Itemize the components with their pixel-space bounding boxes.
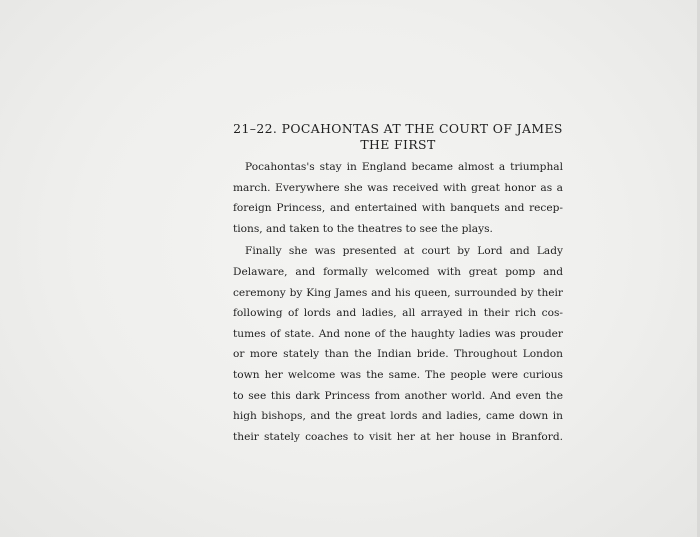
paragraph-line: tions, and taken to the theatres to see the plays. bbox=[233, 222, 493, 235]
text-block bbox=[233, 121, 563, 447]
paragraph-line: their stately coaches to visit her at her house in Branford. bbox=[233, 430, 563, 443]
paragraph-1 bbox=[233, 157, 563, 239]
paragraph-line: tumes of state. And none of the haughty ladies was prouder bbox=[233, 327, 563, 340]
paragraph-line: town her welcome was the same. The people were curious bbox=[233, 368, 563, 381]
paragraph-line: Pocahontas's stay in England became almost a triumphal bbox=[245, 161, 563, 173]
paragraph-line: march. Everywhere she was received with great honor as a bbox=[233, 181, 563, 194]
paragraph-2 bbox=[233, 241, 563, 447]
paragraph-line: Delaware, and formally welcomed with great pomp and bbox=[233, 265, 563, 278]
section-title-line-1: 21–22. POCAHONTAS AT THE COURT OF JAMES bbox=[233, 121, 563, 136]
paragraph-line: following of lords and ladies, all arrayed in their rich cos- bbox=[233, 307, 563, 320]
paragraph-line: or more stately than the Indian bride. Throughout London bbox=[233, 348, 563, 361]
section-title-line-2: THE FIRST bbox=[360, 137, 436, 152]
paragraph-line: foreign Princess, and entertained with banquets and recep- bbox=[233, 202, 563, 215]
paragraph-line: ceremony by King James and his queen, surrounded by their bbox=[233, 286, 563, 299]
paragraph-line: to see this dark Princess from another world. And even the bbox=[233, 389, 563, 402]
paragraph-line: Finally she was presented at court by Lord and Lady bbox=[245, 245, 563, 258]
section-title bbox=[233, 121, 563, 153]
paragraph-line: high bishops, and the great lords and ladies, came down in bbox=[233, 410, 563, 423]
